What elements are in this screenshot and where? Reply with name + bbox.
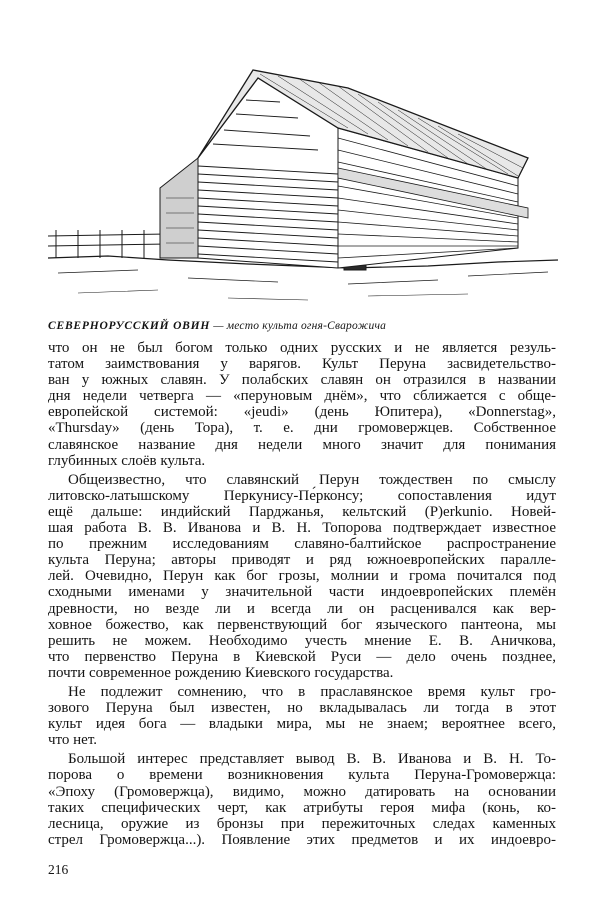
paragraph-4 bbox=[48, 751, 556, 848]
text-line: татом заимствования у варягов. Культ Перуна засвидетельство- bbox=[48, 356, 556, 373]
caption-title: СЕВЕРНОРУССКИЙ ОВИН bbox=[48, 320, 211, 332]
text-line: литовско-латышскому Перкунису-Пе́рконсу; сопоставления идут bbox=[48, 487, 556, 504]
caption-description: место культа огня-Сварожича bbox=[226, 320, 387, 332]
text-line: ван у южных славян. У полабских славян он отразился в названии bbox=[48, 372, 556, 389]
text-line: решить не можем. Необходимо учесть мнение Е. В. Аничкова, bbox=[48, 632, 556, 649]
text-line: дня недели четверга — «перуновым днём», что сближается с обще- bbox=[48, 388, 556, 405]
text-line: европейской системой: «jeudi» (день Юпитера), «Donnerstag», bbox=[48, 404, 556, 421]
text-line: глубинных слоёв культа. bbox=[48, 452, 206, 469]
text-line: лесница, оружие из бронзы при пережиточных следах каменных bbox=[48, 815, 556, 832]
text-line: что нет. bbox=[48, 732, 98, 749]
body-text bbox=[48, 340, 556, 848]
text-line: таких специфических черт, как атрибуты героя мифа (конь, ко- bbox=[48, 799, 556, 816]
caption-separator: — bbox=[210, 320, 227, 332]
text-line: Большой интерес представляет вывод В. В. Иванова и В. Н. То- bbox=[68, 751, 556, 768]
text-line: шая работа В. В. Иванова и В. Н. Топорова подтверждает известное bbox=[48, 520, 556, 537]
figure-caption bbox=[48, 320, 568, 332]
text-line: порова о времени возникновения культа Перуна-Громовержца: bbox=[48, 767, 556, 784]
text-line: «Эпоху (Громовержца), видимо, можно датировать на основании bbox=[48, 783, 556, 800]
text-line: «Thursday» (день Тора), т. е. дни громовержцев. Собственное bbox=[48, 420, 556, 437]
text-line: стрел Громовержца...). Появление этих предметов и их индоевро- bbox=[48, 831, 556, 848]
text-line: древности, но везде ли и всегда ли он расценивался как вер- bbox=[48, 600, 556, 617]
text-line: лей. Очевидно, Перун как бог грозы, молнии и грома почитался под bbox=[48, 568, 556, 585]
text-line: Не подлежит сомнению, что в праславянское время культ гро- bbox=[68, 683, 556, 700]
paragraph-1 bbox=[48, 340, 556, 469]
text-line: сходными именами у значительной части индоевропейских племён bbox=[48, 584, 556, 601]
page-number: 216 bbox=[48, 862, 69, 877]
paragraph-2 bbox=[48, 472, 556, 681]
text-line: Общеизвестно, что славянский Перун тождествен по смыслу bbox=[68, 471, 556, 488]
figure-illustration bbox=[48, 58, 558, 320]
paragraph-3 bbox=[48, 684, 556, 748]
text-line: что первенство Перуна в Киевской Руси — дело очень позднее, bbox=[48, 648, 556, 665]
text-line: почти современное рождению Киевского государства. bbox=[48, 664, 394, 681]
text-line: ховное божество, как первенствующий бог языческого пантеона, мы bbox=[48, 616, 556, 633]
text-line: по прежним исследованиям славяно-балтийское распространение bbox=[48, 536, 556, 553]
text-line: ещё дальше: индийский Парджанья, кельтский (P)erkunio. Новей- bbox=[48, 503, 556, 520]
text-line: славянское название дня недели много значит для понимания bbox=[48, 436, 556, 453]
text-line: зового Перуна был известен, но вкладывалась ли тогда в этот bbox=[48, 700, 556, 717]
text-line: культ идея бога — владыки мира, мы не знаем; вероятнее всего, bbox=[48, 716, 556, 733]
barn-drawing bbox=[48, 58, 558, 320]
text-line: что он не был богом только одних русских и не является резуль- bbox=[48, 340, 556, 356]
text-line: культа Перуна; авторы приводят и ряд южноевропейских паралле- bbox=[48, 552, 556, 569]
